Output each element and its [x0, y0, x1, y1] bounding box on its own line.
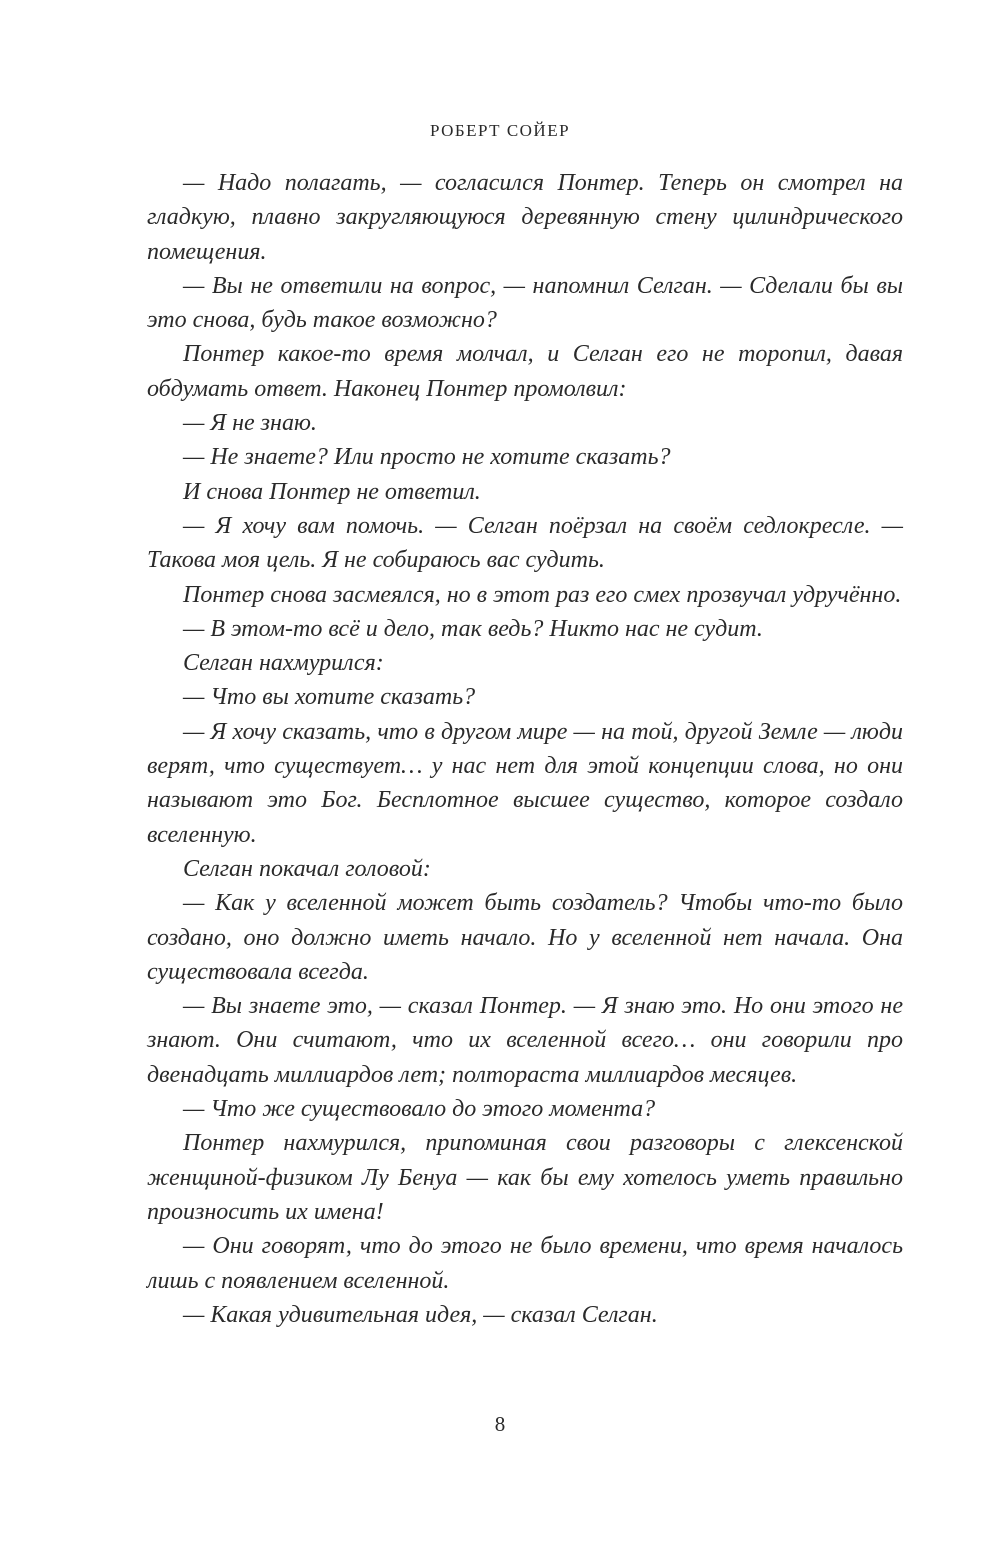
paragraph: Понтер какое-то время молчал, и Селган его не торопил, давая обдумать ответ. Наконец Понтер промолвил: — [147, 341, 903, 402]
running-head: РОБЕРТ СОЙЕР — [429, 121, 571, 140]
paragraph: Понтер снова засмеялся, но в этот раз его смех прозвучал удручённо. — [183, 581, 902, 608]
paragraph: И снова Понтер не ответил. — [183, 478, 481, 505]
paragraph: Селган нахмурился: — [183, 650, 384, 677]
paragraph: — В этом-то всё и дело, так ведь? Никто нас не судит. — [183, 615, 763, 642]
paragraph: — Я не знаю. — [183, 410, 317, 437]
page-number: 8 — [494, 1412, 506, 1436]
paragraph: — Вы не ответили на вопрос, — напомнил Селган. — Сделали бы вы это снова, будь такое возможно? — [147, 272, 903, 334]
paragraph: Селган покачал головой: — [183, 855, 431, 882]
paragraph: — Как у вселенной может быть создатель? Чтобы что-то было создано, оно должно иметь начало. Но у вселенной нет начала. Она существовала всегда. — [147, 890, 903, 985]
paragraph: — Надо полагать, — согласился Понтер. Теперь он смотрел на гладкую, плавно закругляющуюся деревянную стену цилиндрического помещения. — [147, 170, 903, 265]
paragraph: — Что же существовало до этого момента? — [183, 1096, 656, 1123]
paragraph: Понтер нахмурился, припоминая свои разговоры с глексенской женщиной-физиком Лу Бенуа — как бы ему хотелось уметь правильно произносить их имена! — [147, 1130, 903, 1225]
paragraph: — Я хочу вам помочь. — Селган поёрзал на своём седлокресле. — Такова моя цель. Я не собираюсь вас судить. — [147, 512, 903, 574]
body-text — [147, 166, 903, 1332]
paragraph: — Я хочу сказать, что в другом мире — на той, другой Земле — люди верят, что существует… у нас нет для этой концепции слова, но они называют это Бог. Бесплотное высшее существо, которое создало вселенную. — [147, 718, 903, 848]
paragraph: — Они говорят, что до этого не было времени, что время началось лишь с появлением вселенной. — [147, 1233, 903, 1294]
paragraph: — Какая удивительная идея, — сказал Селган. — [183, 1301, 658, 1328]
paragraph: — Что вы хотите сказать? — [183, 684, 476, 711]
paragraph: — Не знаете? Или просто не хотите сказать? — [183, 444, 671, 471]
paragraph: — Вы знаете это, — сказал Понтер. — Я знаю это. Но они этого не знают. Они считают, что их вселенной всего… они говорили про двенадцать миллиардов лет; полтораста миллиардов месяцев. — [147, 993, 903, 1088]
